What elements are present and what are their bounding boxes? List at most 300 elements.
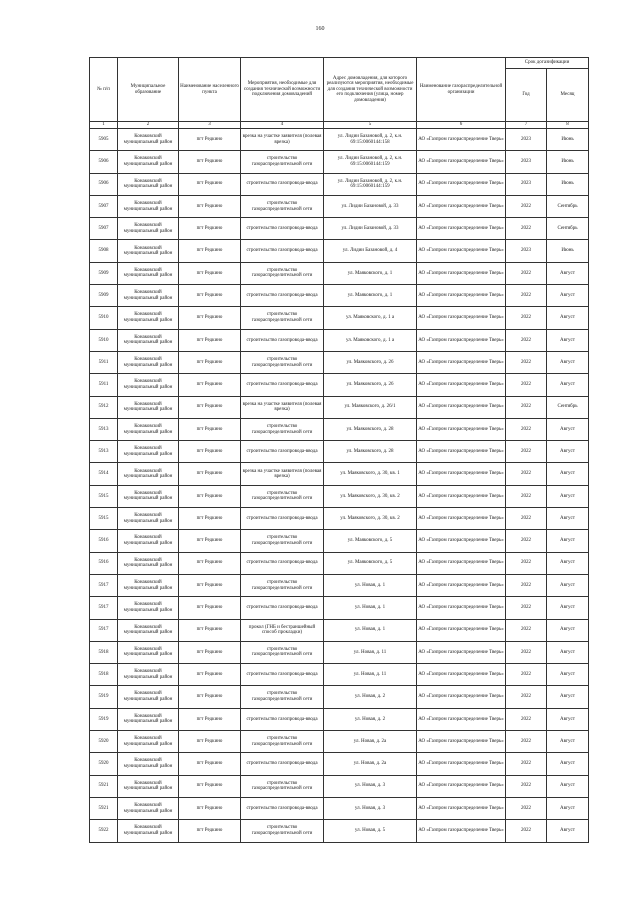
locality-cell: пгт Редкино bbox=[179, 285, 241, 307]
municipality-cell: Конаковский муниципальный район bbox=[118, 374, 179, 396]
measure-cell: строительство газораспределительной сети bbox=[241, 351, 324, 373]
measure-cell: строительство газораспределительной сети bbox=[241, 307, 324, 329]
month-cell: Август bbox=[547, 441, 589, 463]
locality-cell: пгт Редкино bbox=[179, 329, 241, 351]
org-cell: АО «Газпром газораспределение Тверь» bbox=[417, 775, 506, 797]
municipality-cell: Конаковский муниципальный район bbox=[118, 664, 179, 686]
address-cell: ул. Маяковского, д. 1 а bbox=[324, 329, 417, 351]
year-cell: 2022 bbox=[506, 664, 547, 686]
municipality-cell: Конаковский муниципальный район bbox=[118, 775, 179, 797]
measure-cell: строительство газораспределительной сети bbox=[241, 530, 324, 552]
municipality-cell: Конаковский муниципальный район bbox=[118, 307, 179, 329]
measure-cell: строительство газораспределительной сети bbox=[241, 686, 324, 708]
table-row bbox=[90, 441, 589, 463]
measure-cell: строительство газопровода-ввода bbox=[241, 173, 324, 195]
org-cell: АО «Газпром газораспределение Тверь» bbox=[417, 262, 506, 284]
table-row bbox=[90, 218, 589, 240]
address-cell: ул. Маяковского, д. 5 bbox=[324, 530, 417, 552]
municipality-cell: Конаковский муниципальный район bbox=[118, 129, 179, 151]
column-numbers-row bbox=[90, 122, 589, 129]
header-org: Наименование газораспределительной организации bbox=[417, 58, 506, 122]
org-cell: АО «Газпром газораспределение Тверь» bbox=[417, 218, 506, 240]
measure-cell: строительство газораспределительной сети bbox=[241, 195, 324, 217]
locality-cell: пгт Редкино bbox=[179, 218, 241, 240]
month-cell: Август bbox=[547, 686, 589, 708]
row-number: 5920 bbox=[90, 731, 118, 753]
municipality-cell: Конаковский муниципальный район bbox=[118, 530, 179, 552]
row-number: 5911 bbox=[90, 351, 118, 373]
table-row bbox=[90, 485, 589, 507]
table-row bbox=[90, 731, 589, 753]
year-cell: 2022 bbox=[506, 708, 547, 730]
org-cell: АО «Газпром газораспределение Тверь» bbox=[417, 195, 506, 217]
row-number: 5917 bbox=[90, 619, 118, 641]
locality-cell: пгт Редкино bbox=[179, 374, 241, 396]
table-row bbox=[90, 396, 589, 418]
month-cell: Август bbox=[547, 619, 589, 641]
year-cell: 2022 bbox=[506, 686, 547, 708]
table-row bbox=[90, 329, 589, 351]
municipality-cell: Конаковский муниципальный район bbox=[118, 686, 179, 708]
column-number: 3 bbox=[179, 122, 241, 129]
column-number: 5 bbox=[324, 122, 417, 129]
address-cell: ул. Маяковского, д. 30, кв. 2 bbox=[324, 485, 417, 507]
row-number: 5918 bbox=[90, 664, 118, 686]
year-cell: 2022 bbox=[506, 820, 547, 842]
locality-cell: пгт Редкино bbox=[179, 530, 241, 552]
table-row bbox=[90, 508, 589, 530]
row-number: 5912 bbox=[90, 396, 118, 418]
table-row bbox=[90, 775, 589, 797]
municipality-cell: Конаковский муниципальный район bbox=[118, 441, 179, 463]
year-cell: 2022 bbox=[506, 351, 547, 373]
row-number: 5908 bbox=[90, 240, 118, 262]
row-number: 5911 bbox=[90, 374, 118, 396]
org-cell: АО «Газпром газораспределение Тверь» bbox=[417, 151, 506, 173]
row-number: 5910 bbox=[90, 329, 118, 351]
table-row bbox=[90, 552, 589, 574]
measure-cell: строительство газораспределительной сети bbox=[241, 151, 324, 173]
org-cell: АО «Газпром газораспределение Тверь» bbox=[417, 463, 506, 485]
locality-cell: пгт Редкино bbox=[179, 619, 241, 641]
locality-cell: пгт Редкино bbox=[179, 797, 241, 819]
row-number: 5906 bbox=[90, 151, 118, 173]
address-cell: ул. Новая, д. 3 bbox=[324, 797, 417, 819]
municipality-cell: Конаковский муниципальный район bbox=[118, 463, 179, 485]
address-cell: ул. Новая, д. 5 bbox=[324, 820, 417, 842]
row-number: 5917 bbox=[90, 597, 118, 619]
address-cell: ул. Новая, д. 11 bbox=[324, 641, 417, 663]
org-cell: АО «Газпром газораспределение Тверь» bbox=[417, 351, 506, 373]
table-row bbox=[90, 574, 589, 596]
month-cell: Август bbox=[547, 552, 589, 574]
measure-cell: строительство газопровода-ввода bbox=[241, 218, 324, 240]
org-cell: АО «Газпром газораспределение Тверь» bbox=[417, 664, 506, 686]
year-cell: 2022 bbox=[506, 307, 547, 329]
table-row bbox=[90, 129, 589, 151]
locality-cell: пгт Редкино bbox=[179, 753, 241, 775]
locality-cell: пгт Редкино bbox=[179, 240, 241, 262]
row-number: 5914 bbox=[90, 463, 118, 485]
year-cell: 2022 bbox=[506, 797, 547, 819]
locality-cell: пгт Редкино bbox=[179, 463, 241, 485]
month-cell: Сентябрь bbox=[547, 195, 589, 217]
year-cell: 2022 bbox=[506, 441, 547, 463]
year-cell: 2023 bbox=[506, 151, 547, 173]
table-row bbox=[90, 708, 589, 730]
locality-cell: пгт Редкино bbox=[179, 552, 241, 574]
table-row bbox=[90, 285, 589, 307]
month-cell: Сентябрь bbox=[547, 218, 589, 240]
org-cell: АО «Газпром газораспределение Тверь» bbox=[417, 574, 506, 596]
month-cell: Август bbox=[547, 820, 589, 842]
org-cell: АО «Газпром газораспределение Тверь» bbox=[417, 708, 506, 730]
municipality-cell: Конаковский муниципальный район bbox=[118, 797, 179, 819]
row-number: 5909 bbox=[90, 285, 118, 307]
table-row bbox=[90, 664, 589, 686]
locality-cell: пгт Редкино bbox=[179, 574, 241, 596]
address-cell: ул. Маяковского, д. 1 а bbox=[324, 307, 417, 329]
municipality-cell: Конаковский муниципальный район bbox=[118, 218, 179, 240]
measure-cell: строительство газопровода-ввода bbox=[241, 329, 324, 351]
address-cell: ул. Маяковского, д. 26 bbox=[324, 351, 417, 373]
municipality-cell: Конаковский муниципальный район bbox=[118, 262, 179, 284]
year-cell: 2022 bbox=[506, 485, 547, 507]
address-cell: ул. Маяковского, д. 5 bbox=[324, 552, 417, 574]
column-number: 7 bbox=[506, 122, 547, 129]
year-cell: 2022 bbox=[506, 262, 547, 284]
row-number: 5905 bbox=[90, 129, 118, 151]
row-number: 5909 bbox=[90, 262, 118, 284]
org-cell: АО «Газпром газораспределение Тверь» bbox=[417, 797, 506, 819]
measure-cell: строительство газопровода-ввода bbox=[241, 708, 324, 730]
year-cell: 2022 bbox=[506, 463, 547, 485]
address-cell: ул. Новая, д. 3 bbox=[324, 775, 417, 797]
measure-cell: строительство газораспределительной сети bbox=[241, 262, 324, 284]
table-row bbox=[90, 240, 589, 262]
org-cell: АО «Газпром газораспределение Тверь» bbox=[417, 441, 506, 463]
org-cell: АО «Газпром газораспределение Тверь» bbox=[417, 374, 506, 396]
month-cell: Август bbox=[547, 797, 589, 819]
address-cell: ул. Новая, д. 2 bbox=[324, 708, 417, 730]
month-cell: Сентябрь bbox=[547, 396, 589, 418]
locality-cell: пгт Редкино bbox=[179, 775, 241, 797]
locality-cell: пгт Редкино bbox=[179, 731, 241, 753]
year-cell: 2022 bbox=[506, 374, 547, 396]
year-cell: 2022 bbox=[506, 641, 547, 663]
table-row bbox=[90, 597, 589, 619]
measure-cell: строительство газораспределительной сети bbox=[241, 731, 324, 753]
table-row bbox=[90, 619, 589, 641]
municipality-cell: Конаковский муниципальный район bbox=[118, 285, 179, 307]
year-cell: 2022 bbox=[506, 775, 547, 797]
year-cell: 2022 bbox=[506, 597, 547, 619]
measure-cell: строительство газопровода-ввода bbox=[241, 664, 324, 686]
row-number: 5906 bbox=[90, 173, 118, 195]
locality-cell: пгт Редкино bbox=[179, 708, 241, 730]
year-cell: 2023 bbox=[506, 240, 547, 262]
municipality-cell: Конаковский муниципальный район bbox=[118, 820, 179, 842]
month-cell: Август bbox=[547, 753, 589, 775]
org-cell: АО «Газпром газораспределение Тверь» bbox=[417, 552, 506, 574]
row-number: 5921 bbox=[90, 775, 118, 797]
address-cell: ул. Лидии Базановой, д. 2, к.н. 69:15:0060144:159 bbox=[324, 151, 417, 173]
org-cell: АО «Газпром газораспределение Тверь» bbox=[417, 619, 506, 641]
header-month: Месяц bbox=[547, 69, 589, 122]
locality-cell: пгт Редкино bbox=[179, 151, 241, 173]
month-cell: Июнь bbox=[547, 173, 589, 195]
month-cell: Август bbox=[547, 463, 589, 485]
row-number: 5920 bbox=[90, 753, 118, 775]
address-cell: ул. Маяковского, д. 26 bbox=[324, 374, 417, 396]
org-cell: АО «Газпром газораспределение Тверь» bbox=[417, 641, 506, 663]
month-cell: Август bbox=[547, 285, 589, 307]
table-row bbox=[90, 530, 589, 552]
address-cell: ул. Лидии Базановой, д. 33 bbox=[324, 195, 417, 217]
measure-cell: врезка на участке заявителя (полевая врезка) bbox=[241, 129, 324, 151]
page-number: 160 bbox=[315, 26, 325, 32]
locality-cell: пгт Редкино bbox=[179, 129, 241, 151]
measure-cell: строительство газораспределительной сети bbox=[241, 485, 324, 507]
address-cell: ул. Маяковского, д. 30, кв. 2 bbox=[324, 508, 417, 530]
address-cell: ул. Новая, д. 2а bbox=[324, 731, 417, 753]
month-cell: Август bbox=[547, 418, 589, 440]
row-number: 5918 bbox=[90, 641, 118, 663]
org-cell: АО «Газпром газораспределение Тверь» bbox=[417, 307, 506, 329]
municipality-cell: Конаковский муниципальный район bbox=[118, 731, 179, 753]
table-row bbox=[90, 753, 589, 775]
municipality-cell: Конаковский муниципальный район bbox=[118, 351, 179, 373]
table-row bbox=[90, 418, 589, 440]
measure-cell: строительство газопровода-ввода bbox=[241, 441, 324, 463]
measure-cell: строительство газопровода-ввода bbox=[241, 508, 324, 530]
municipality-cell: Конаковский муниципальный район bbox=[118, 552, 179, 574]
address-cell: ул. Лидии Базановой, д. 2, к.н. 69:15:0060144:159 bbox=[324, 173, 417, 195]
org-cell: АО «Газпром газораспределение Тверь» bbox=[417, 418, 506, 440]
locality-cell: пгт Редкино bbox=[179, 686, 241, 708]
year-cell: 2022 bbox=[506, 418, 547, 440]
address-cell: ул. Новая, д. 1 bbox=[324, 619, 417, 641]
address-cell: ул. Лидии Базановой, д. 4 bbox=[324, 240, 417, 262]
year-cell: 2022 bbox=[506, 218, 547, 240]
row-number: 5916 bbox=[90, 552, 118, 574]
month-cell: Июнь bbox=[547, 240, 589, 262]
column-number: 8 bbox=[547, 122, 589, 129]
row-number: 5907 bbox=[90, 195, 118, 217]
municipality-cell: Конаковский муниципальный район bbox=[118, 195, 179, 217]
table-row bbox=[90, 262, 589, 284]
address-cell: ул. Маяковского, д. 1 bbox=[324, 262, 417, 284]
municipality-cell: Конаковский муниципальный район bbox=[118, 508, 179, 530]
month-cell: Август bbox=[547, 574, 589, 596]
measure-cell: строительство газопровода-ввода bbox=[241, 797, 324, 819]
table-row bbox=[90, 463, 589, 485]
org-cell: АО «Газпром газораспределение Тверь» bbox=[417, 820, 506, 842]
locality-cell: пгт Редкино bbox=[179, 641, 241, 663]
municipality-cell: Конаковский муниципальный район bbox=[118, 708, 179, 730]
table-row bbox=[90, 307, 589, 329]
address-cell: ул. Лидии Базановой, д. 2, к.н. 69:15:0060144:158 bbox=[324, 129, 417, 151]
year-cell: 2023 bbox=[506, 173, 547, 195]
month-cell: Август bbox=[547, 775, 589, 797]
locality-cell: пгт Редкино bbox=[179, 418, 241, 440]
address-cell: ул. Новая, д. 1 bbox=[324, 597, 417, 619]
row-number: 5913 bbox=[90, 418, 118, 440]
year-cell: 2022 bbox=[506, 574, 547, 596]
locality-cell: пгт Редкино bbox=[179, 307, 241, 329]
header-address: Адрес домовладения, для которого реализуются мероприятия, необходимые для создания технической возможности его подключения (улица, номер домовладения) bbox=[324, 58, 417, 122]
municipality-cell: Конаковский муниципальный район bbox=[118, 574, 179, 596]
municipality-cell: Конаковский муниципальный район bbox=[118, 619, 179, 641]
month-cell: Август bbox=[547, 262, 589, 284]
municipality-cell: Конаковский муниципальный район bbox=[118, 173, 179, 195]
address-cell: ул. Маяковского, д. 28 bbox=[324, 441, 417, 463]
table-row bbox=[90, 351, 589, 373]
year-cell: 2022 bbox=[506, 195, 547, 217]
measure-cell: строительство газопровода-ввода bbox=[241, 552, 324, 574]
year-cell: 2022 bbox=[506, 530, 547, 552]
municipality-cell: Конаковский муниципальный район bbox=[118, 329, 179, 351]
year-cell: 2022 bbox=[506, 552, 547, 574]
measure-cell: врезка на участке заявителя (полевая врезка) bbox=[241, 396, 324, 418]
municipality-cell: Конаковский муниципальный район bbox=[118, 240, 179, 262]
municipality-cell: Конаковский муниципальный район bbox=[118, 396, 179, 418]
locality-cell: пгт Редкино bbox=[179, 195, 241, 217]
org-cell: АО «Газпром газораспределение Тверь» bbox=[417, 240, 506, 262]
org-cell: АО «Газпром газораспределение Тверь» bbox=[417, 753, 506, 775]
measure-cell: строительство газораспределительной сети bbox=[241, 418, 324, 440]
month-cell: Июнь bbox=[547, 129, 589, 151]
address-cell: ул. Маяковского, д. 30, кв. 1 bbox=[324, 463, 417, 485]
month-cell: Август bbox=[547, 664, 589, 686]
address-cell: ул. Новая, д. 11 bbox=[324, 664, 417, 686]
year-cell: 2022 bbox=[506, 731, 547, 753]
header-locality: Наименование населенного пункта bbox=[179, 58, 241, 122]
org-cell: АО «Газпром газораспределение Тверь» bbox=[417, 396, 506, 418]
month-cell: Август bbox=[547, 307, 589, 329]
address-cell: ул. Новая, д. 1 bbox=[324, 574, 417, 596]
month-cell: Август bbox=[547, 731, 589, 753]
address-cell: ул. Новая, д. 2 bbox=[324, 686, 417, 708]
measure-cell: строительство газораспределительной сети bbox=[241, 641, 324, 663]
address-cell: ул. Маяковского, д. 1 bbox=[324, 285, 417, 307]
locality-cell: пгт Редкино bbox=[179, 351, 241, 373]
locality-cell: пгт Редкино bbox=[179, 820, 241, 842]
month-cell: Август bbox=[547, 351, 589, 373]
address-cell: ул. Лидии Базановой, д. 33 bbox=[324, 218, 417, 240]
month-cell: Август bbox=[547, 641, 589, 663]
header-municipality: Муниципальное образование bbox=[118, 58, 179, 122]
measure-cell: строительство газораспределительной сети bbox=[241, 820, 324, 842]
org-cell: АО «Газпром газораспределение Тверь» bbox=[417, 597, 506, 619]
row-number: 5919 bbox=[90, 708, 118, 730]
year-cell: 2022 bbox=[506, 753, 547, 775]
org-cell: АО «Газпром газораспределение Тверь» bbox=[417, 173, 506, 195]
measure-cell: прокол (ГНБ и бестраншейный способ прокладки) bbox=[241, 619, 324, 641]
table-row bbox=[90, 797, 589, 819]
year-cell: 2022 bbox=[506, 396, 547, 418]
locality-cell: пгт Редкино bbox=[179, 664, 241, 686]
month-cell: Август bbox=[547, 374, 589, 396]
row-number: 5910 bbox=[90, 307, 118, 329]
year-cell: 2023 bbox=[506, 129, 547, 151]
table-row bbox=[90, 151, 589, 173]
locality-cell: пгт Редкино bbox=[179, 173, 241, 195]
row-number: 5916 bbox=[90, 530, 118, 552]
org-cell: АО «Газпром газораспределение Тверь» bbox=[417, 530, 506, 552]
municipality-cell: Конаковский муниципальный район bbox=[118, 151, 179, 173]
year-cell: 2022 bbox=[506, 619, 547, 641]
municipality-cell: Конаковский муниципальный район bbox=[118, 753, 179, 775]
month-cell: Август bbox=[547, 708, 589, 730]
measure-cell: строительство газопровода-ввода bbox=[241, 240, 324, 262]
header-num: № п/п bbox=[90, 58, 118, 122]
measure-cell: строительство газопровода-ввода bbox=[241, 753, 324, 775]
address-cell: ул. Новая, д. 2а bbox=[324, 753, 417, 775]
org-cell: АО «Газпром газораспределение Тверь» bbox=[417, 329, 506, 351]
locality-cell: пгт Редкино bbox=[179, 262, 241, 284]
header-year: Год bbox=[506, 69, 547, 122]
row-number: 5913 bbox=[90, 441, 118, 463]
column-number: 1 bbox=[90, 122, 118, 129]
measure-cell: строительство газопровода-ввода bbox=[241, 597, 324, 619]
municipality-cell: Конаковский муниципальный район bbox=[118, 418, 179, 440]
locality-cell: пгт Редкино bbox=[179, 508, 241, 530]
measure-cell: строительство газораспределительной сети bbox=[241, 775, 324, 797]
row-number: 5915 bbox=[90, 508, 118, 530]
month-cell: Август bbox=[547, 508, 589, 530]
address-cell: ул. Маяковского, д. 26/1 bbox=[324, 396, 417, 418]
month-cell: Август bbox=[547, 329, 589, 351]
measure-cell: строительство газораспределительной сети bbox=[241, 574, 324, 596]
row-number: 5921 bbox=[90, 797, 118, 819]
org-cell: АО «Газпром газораспределение Тверь» bbox=[417, 129, 506, 151]
address-cell: ул. Маяковского, д. 28 bbox=[324, 418, 417, 440]
table-row bbox=[90, 173, 589, 195]
locality-cell: пгт Редкино bbox=[179, 396, 241, 418]
org-cell: АО «Газпром газораспределение Тверь» bbox=[417, 731, 506, 753]
table-row bbox=[90, 641, 589, 663]
header-deadline: Срок догазификации bbox=[506, 58, 589, 69]
measure-cell: врезка на участке заявителя (полевая врезка) bbox=[241, 463, 324, 485]
month-cell: Август bbox=[547, 485, 589, 507]
row-number: 5917 bbox=[90, 574, 118, 596]
locality-cell: пгт Редкино bbox=[179, 597, 241, 619]
org-cell: АО «Газпром газораспределение Тверь» bbox=[417, 508, 506, 530]
gasification-table bbox=[89, 57, 589, 843]
year-cell: 2022 bbox=[506, 329, 547, 351]
municipality-cell: Конаковский муниципальный район bbox=[118, 641, 179, 663]
month-cell: Август bbox=[547, 597, 589, 619]
column-number: 4 bbox=[241, 122, 324, 129]
row-number: 5907 bbox=[90, 218, 118, 240]
municipality-cell: Конаковский муниципальный район bbox=[118, 485, 179, 507]
org-cell: АО «Газпром газораспределение Тверь» bbox=[417, 485, 506, 507]
municipality-cell: Конаковский муниципальный район bbox=[118, 597, 179, 619]
year-cell: 2022 bbox=[506, 508, 547, 530]
locality-cell: пгт Редкино bbox=[179, 485, 241, 507]
locality-cell: пгт Редкино bbox=[179, 441, 241, 463]
table-row bbox=[90, 686, 589, 708]
table-row bbox=[90, 195, 589, 217]
table-row bbox=[90, 820, 589, 842]
measure-cell: строительство газопровода-ввода bbox=[241, 285, 324, 307]
org-cell: АО «Газпром газораспределение Тверь» bbox=[417, 285, 506, 307]
row-number: 5915 bbox=[90, 485, 118, 507]
row-number: 5919 bbox=[90, 686, 118, 708]
column-number: 2 bbox=[118, 122, 179, 129]
year-cell: 2022 bbox=[506, 285, 547, 307]
